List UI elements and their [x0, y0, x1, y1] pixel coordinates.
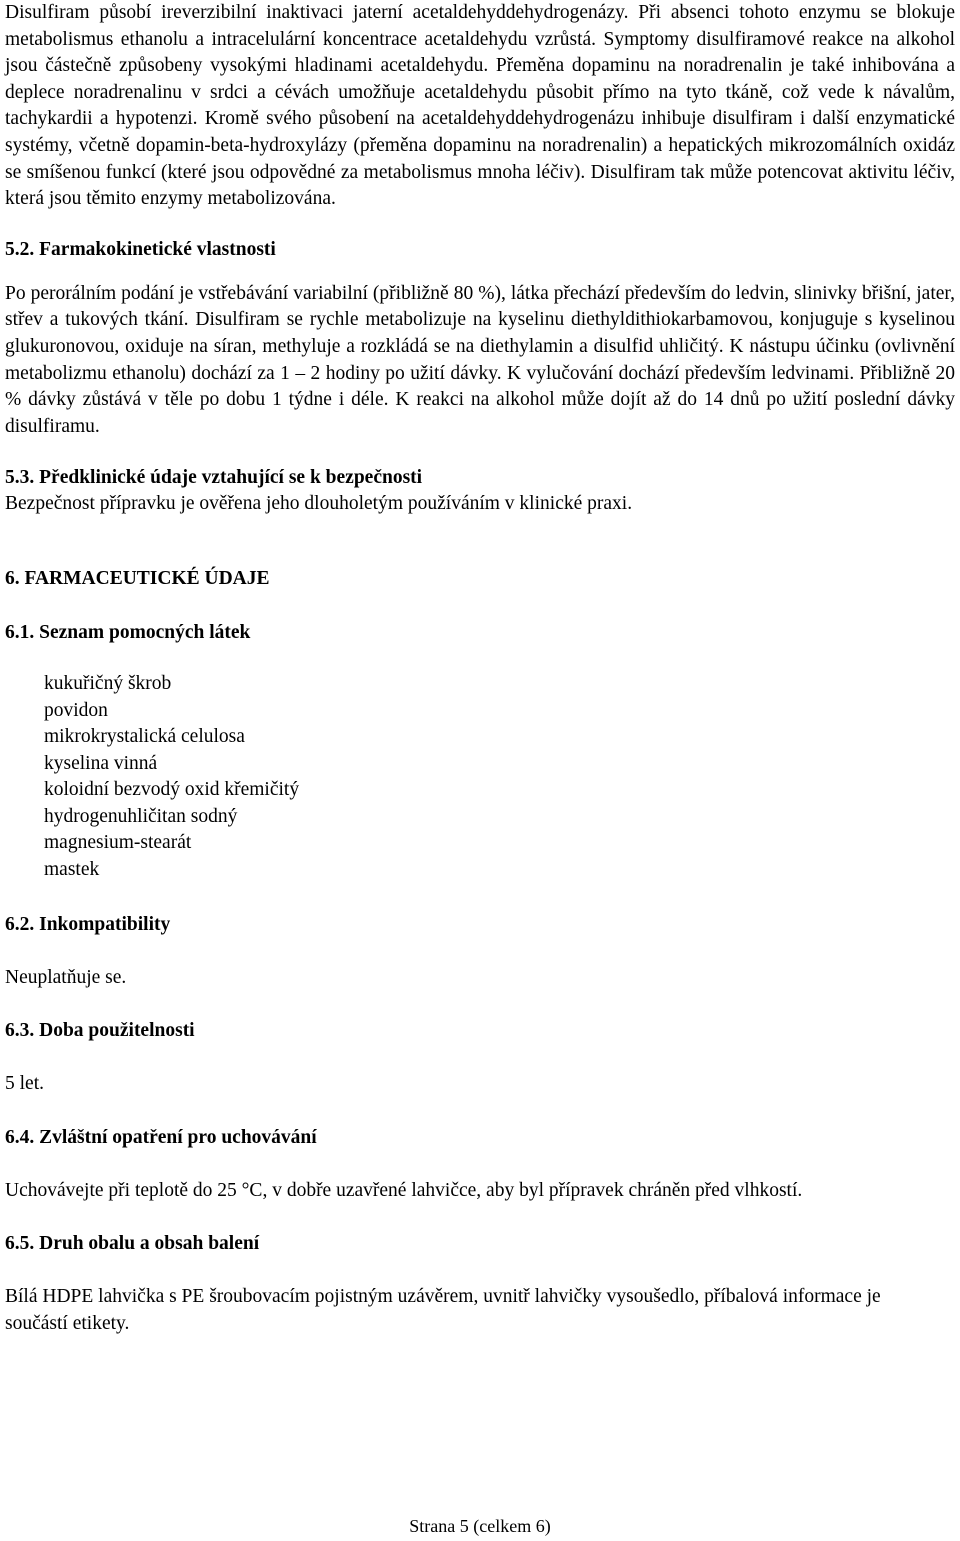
- list-item: kyselina vinná: [44, 752, 158, 774]
- section-heading-6-5: 6.5. Druh obalu a obsah balení: [5, 1233, 260, 1255]
- list-item: mastek: [44, 859, 100, 881]
- list-item: koloidní bezvodý oxid křemičitý: [44, 779, 300, 801]
- section-heading-6-3: 6.3. Doba použitelnosti: [5, 1020, 195, 1042]
- spacer: [5, 213, 955, 237]
- section-heading-6: 6. FARMACEUTICKÉ ÚDAJE: [5, 567, 270, 589]
- spacer: [5, 884, 955, 912]
- section-heading-6-4: 6.4. Zvláštní opatření pro uchovávání: [5, 1126, 317, 1148]
- section-heading-6-1: 6.1. Seznam pomocných látek: [5, 621, 251, 643]
- section-heading-5-3: 5.3. Předklinické údaje vztahující se k bezpečnosti: [5, 467, 423, 489]
- list-item: kukuřičný škrob: [44, 672, 172, 694]
- storage-paragraph: Uchovávejte při teplotě do 25 °C, v dobře uzavřené lahvičce, aby byl přípravek chráněn před vlhkostí.: [5, 1179, 803, 1201]
- spacer: [5, 440, 955, 465]
- page-footer: Strana 5 (celkem 6): [409, 1516, 551, 1536]
- section-heading-6-2: 6.2. Inkompatibility: [5, 913, 171, 935]
- incompatibilities-paragraph: Neuplatňuje se.: [5, 966, 127, 988]
- spacer: [5, 592, 955, 620]
- spacer: [5, 1044, 955, 1071]
- pharmacokinetics-paragraph: Po perorálním podání je vstřebávání variabilní (přibližně 80 %), látka přechází především do ledvin, slinivky břišní, jater, střev a tukových tkání. Disulfiram se rychle metabolizuje na kyselinu diethyldithiokarbamovou, konjuguje s kyselinou glukuronovou, oxiduje na síran, methyluje a rozkládá se na diethylamin a disulfid uhličitý. K nástupu účinku (ovlivnění metabolizmu ethanolu) dochází za 1 – 2 hodiny po užití dávky. K vylučování dochází především ledvinami. Přibližně 20 % dávky zůstává v těle po dobu 1 týdne i déle. K reakci na alkohol může dojít až do 14 dnů po užití poslední dávky disulfiramu.: [5, 282, 955, 437]
- spacer: [5, 518, 955, 566]
- document-page: [5, 0, 955, 1338]
- section-heading-5-2: 5.2. Farmakokinetické vlastnosti: [5, 238, 276, 260]
- spacer: [5, 263, 955, 281]
- spacer: [5, 646, 955, 671]
- spacer: [5, 938, 955, 965]
- spacer: [5, 1204, 955, 1231]
- container-paragraph: Bílá HDPE lahvička s PE šroubovacím pojistným uzávěrem, uvnitř lahvičky vysoušedlo, příbalová informace je součástí etikety.: [5, 1286, 881, 1335]
- spacer: [5, 1257, 955, 1284]
- excipients-list: [5, 671, 955, 884]
- shelf-life-paragraph: 5 let.: [5, 1073, 44, 1095]
- spacer: [5, 1098, 955, 1125]
- list-item: hydrogenuhličitan sodný: [44, 805, 238, 827]
- spacer: [5, 991, 955, 1018]
- list-item: mikrokrystalická celulosa: [44, 726, 245, 748]
- preclinical-paragraph: Bezpečnost přípravku je ověřena jeho dlouholetým používáním v klinické praxi.: [5, 493, 633, 515]
- pharmacodynamics-paragraph: Disulfiram působí ireverzibilní inaktivaci jaterní acetaldehyddehydrogenázy. Při absenci tohoto enzymu se blokuje metabolismus ethanolu a intracelulární koncentrace acetaldehydu vzrůstá. Symptomy disulfiramové reakce na alkohol jsou částečně způsobeny vysokými hladinami acetaldehydu. Přeměna dopaminu na noradrenalin je také inhibována a deplece noradrenalinu v srdci a cévách umožňuje acetaldehydu působit přímo na tyto tkáně, což vede k návalům, tachykardii a hypotenzi. Kromě svého působení na acetaldehyddehydrogenázu inhibuje disulfiram i další enzymatické systémy, včetně dopamin-beta-hydroxylázy (přeměna dopaminu na noradrenalin) a hepatických mikrozomálních oxidáz se smíšenou funkcí (které jsou odpovědné za metabolismus mnoha léčiv). Disulfiram tak může potencovat aktivitu léčiv, která jsou těmito enzymy metabolizována.: [5, 2, 955, 210]
- spacer: [5, 1151, 955, 1178]
- list-item: povidon: [44, 699, 108, 721]
- list-item: magnesium-stearát: [44, 832, 192, 854]
